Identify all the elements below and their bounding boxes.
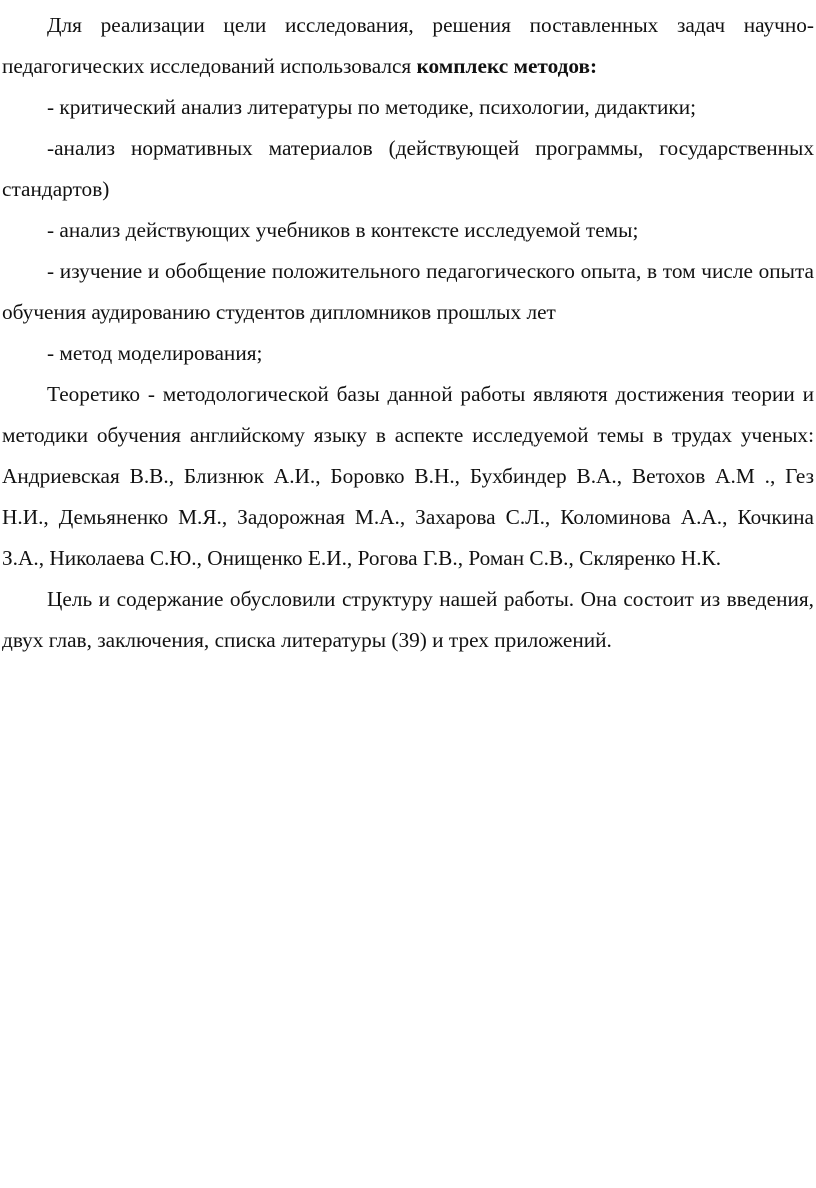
paragraph-text: Для реализации цели исследования, решения поставленных задач научно-педагогических исследований использовался — [2, 13, 814, 78]
list-item-textbook-analysis: - анализ действующих учебников в контексте исследуемой темы; — [47, 218, 639, 242]
paragraph-theoretical-basis: Теоретико - методологической базы данной работы являютя достижения теории и методики обучения английскому языку в аспекте исследуемой темы в трудах ученых: Андриевская В.В., Близнюк А.И., Боровко В.Н., Бухбиндер В.А., Ветохов А.М ., Гез Н.И., Демьяненко М.Я., Задорожная М.А., Захарова С.Л., Коломинова А.А., Кочкина З.А., Николаева С.Ю., Онищенко Е.И., Рогова Г.В., Роман С.В., Скляренко Н.К. — [2, 382, 814, 570]
list-item-literature-analysis: - критический анализ литературы по методике, психологии, дидактики; — [47, 95, 697, 119]
list-item-normative-analysis: -анализ нормативных материалов (действующей программы, государственных стандартов) — [2, 136, 814, 201]
list-item-modeling-method: - метод моделирования; — [47, 341, 263, 365]
list-item-experience-study: - изучение и обобщение положительного педагогического опыта, в том числе опыта обучения аудированию студентов дипломников прошлых лет — [2, 259, 814, 324]
paragraph-methods-intro — [2, 5, 814, 87]
paragraph-structure: Цель и содержание обусловили структуру нашей работы. Она состоит из введения, двух глав, заключения, списка литературы (39) и трех приложений. — [2, 587, 814, 652]
bold-phrase: комплекс методов: — [416, 54, 598, 78]
